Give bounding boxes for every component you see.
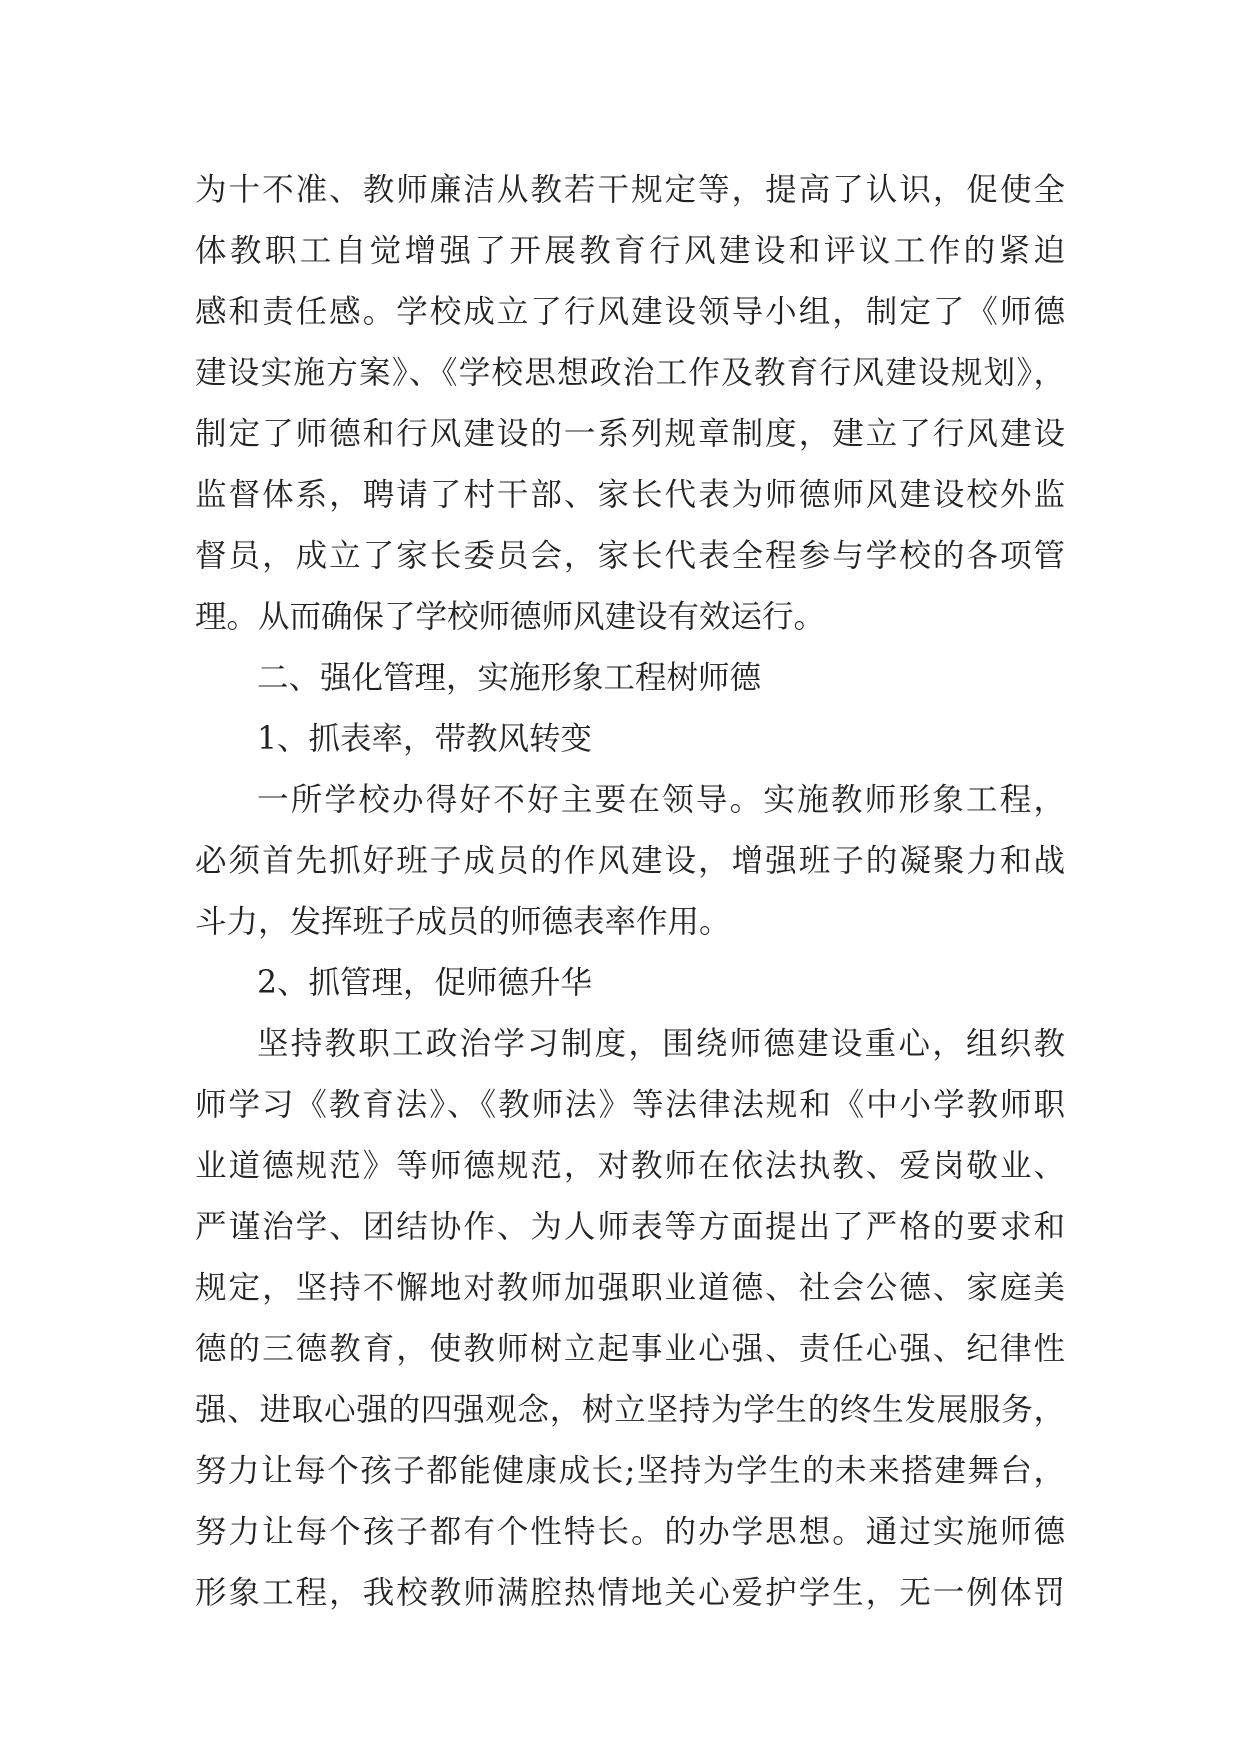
text-line: 坚持教职工政治学习制度，围绕师德建设重心，组织教 [257, 1026, 1065, 1062]
text-line: 强、进取心强的四强观念，树立坚持为学生的终生发展服务， [195, 1392, 1065, 1428]
text-line: 斗力，发挥班子成员的师德表率作用。 [195, 904, 731, 940]
text-line: 德的三德教育，使教师树立起事业心强、责任心强、纪律性 [195, 1331, 1065, 1367]
text-line: 师学习《教育法》、《教师法》等法律法规和《中小学教师职 [195, 1087, 1065, 1123]
text-line: 监督体系，聘请了村干部、家长代表为师德师风建设校外监 [195, 477, 1065, 513]
text-line: 建设实施方案》、《学校思想政治工作及教育行风建设规划》， [195, 355, 1065, 391]
text-line: 规定，坚持不懈地对教师加强职业道德、社会公德、家庭美 [195, 1270, 1065, 1306]
subsection-heading: 2、抓管理，促师德升华 [257, 965, 593, 1001]
text-line: 为十不准、教师廉洁从教若干规定等，提高了认识，促使全 [195, 172, 1065, 208]
text-line: 体教职工自觉增强了开展教育行风建设和评议工作的紧迫 [195, 233, 1065, 269]
subsection-heading: 1、抓表率，带教风转变 [257, 721, 593, 757]
text-line: 努力让每个孩子都有个性特长。的办学思想。通过实施师德 [195, 1514, 1065, 1550]
text-line: 制定了师德和行风建设的一系列规章制度，建立了行风建设 [195, 416, 1065, 452]
text-line: 必须首先抓好班子成员的作风建设，增强班子的凝聚力和战 [195, 843, 1065, 879]
section-heading: 二、强化管理，实施形象工程树师德 [257, 660, 762, 696]
body-text [195, 160, 1065, 1624]
text-line: 努力让每个孩子都能健康成长;坚持为学生的未来搭建舞台， [195, 1453, 1065, 1489]
text-line: 一所学校办得好不好主要在领导。实施教师形象工程， [257, 782, 1065, 818]
text-line: 理。从而确保了学校师德师风建设有效运行。 [195, 599, 826, 635]
text-line: 业道德规范》等师德规范，对教师在依法执教、爱岗敬业、 [195, 1148, 1065, 1184]
text-line: 感和责任感。学校成立了行风建设领导小组，制定了《师德 [195, 294, 1065, 330]
text-line: 形象工程，我校教师满腔热情地关心爱护学生，无一例体罚 [195, 1575, 1065, 1611]
text-line: 严谨治学、团结协作、为人师表等方面提出了严格的要求和 [195, 1209, 1065, 1245]
text-line: 督员，成立了家长委员会，家长代表全程参与学校的各项管 [195, 538, 1065, 574]
